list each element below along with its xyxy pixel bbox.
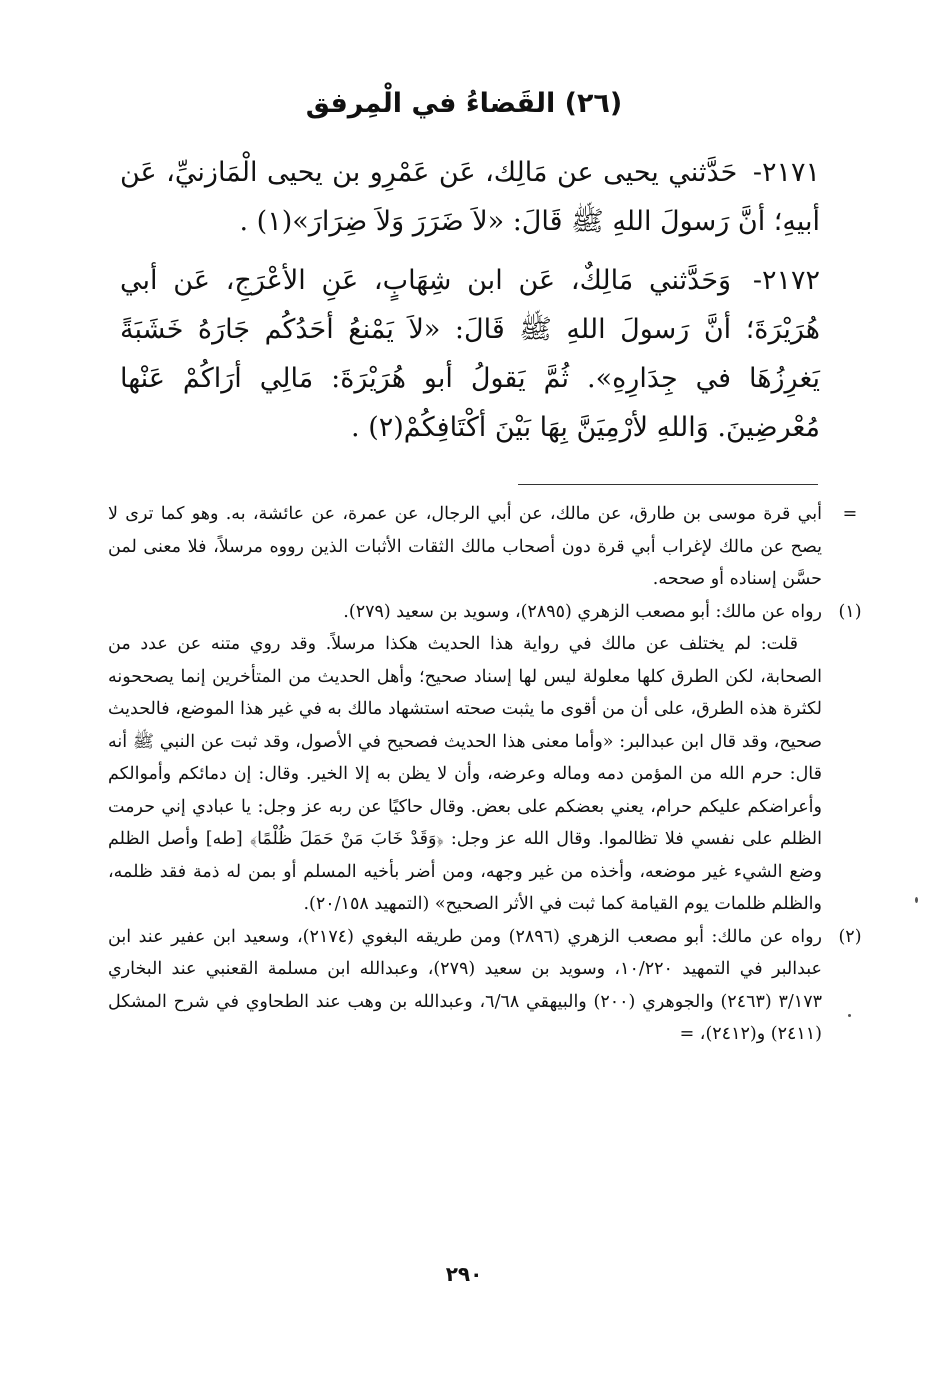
footnote-continuation (108, 498, 858, 596)
footnote-text: رواه عن مالك: أبو مصعب الزهري (٢٨٩٥)، وسويد بن سعيد (٢٧٩). (343, 601, 822, 622)
hadith-2172 (120, 256, 820, 452)
scan-speck (848, 1014, 851, 1017)
main-text (120, 148, 820, 452)
scan-speck (915, 897, 918, 903)
hadith-2171 (120, 148, 820, 246)
footnote-marker: (٢) (838, 926, 862, 947)
footnote-marker: = (842, 504, 858, 524)
footnote-text: رواه عن مالك: أبو مصعب الزهري (٢٨٩٦) ومن طريقه البغوي (٢١٧٤)، وسعيد ابن عفير عند ابن عبدالبر في التمهيد ١٠/٢٢٠، وسويد بن سعيد (٢٧٩)، وعبدالله ابن مسلمة القعنبي عند البخاري ٣/١٧٣ (٢٤٦٣) والجوهري (٢٠٠) والبيهقي ٦/٦٨، وعبدالله بن وهب عند الطحاوي في شرح المشكل (٢٤١١) و(٢٤١٢)، = (108, 926, 823, 1044)
chapter-title: (٢٦) القَضاءُ في الْمِرفق (305, 88, 623, 119)
hadith-number: ٢١٧٢- (752, 265, 820, 296)
hadith-number: ٢١٧١- (752, 157, 820, 188)
footnote-text: أبي قرة موسى بن طارق، عن مالك، عن أبي الرجال، عن عمرة، عن عائشة، به. وهو كما ترى لا يصح عن مالك لإغراب أبي قرة دون أصحاب مالك الثقات الأثبات الذين رووه مرسلاً، فلا معنى لمن حسَّن إسناده أو صححه. (108, 504, 822, 589)
hadith-text: حَدَّثني يحيى عن مَالِك، عَن عَمْرِو بن يحيى الْمَازنيِّ، عَن أبيهِ؛ أنَّ رَسولَ اللهِ ﷺ قَالَ: «لاَ ضَرَرَ وَلاَ ضِرَارَ»(١) . (120, 157, 820, 237)
footnote-divider (518, 484, 818, 485)
footnote-marker: (١) (838, 601, 862, 622)
page-number: ٢٩٠ (445, 1262, 483, 1286)
hadith-text: وَحَدَّثني مَالِكٌ، عَن ابن شِهَابٍ، عَنِ الأعْرَجِ، عَن أبي هُرَيْرَةَ؛ أنَّ رَسولَ اللهِ ﷺ قَالَ: «لاَ يَمْنعُ أحَدُكُم جَارَهُ خَشَبَةً يَغرِزُهَا في جِدَارِهِ». ثُمَّ يَقولُ أبو هُرَيْرَةَ: مَالِي أرَاكُمْ عَنْها مُعْرضِينَ. وَاللهِ لأرْمِيَنَّ بِهَا بَيْنَ أكْتَافِكُمْ(٢) . (120, 265, 820, 443)
footnote-comment: قلت: لم يختلف عن مالك في رواية هذا الحديث هكذا مرسلاً. وقد روي متنه عن عدد من الصحابة، لكن الطرق كلها معلولة ليس لها إسناد صحيح؛ وأهل الحديث من المتأخرين إنما يصححونه لكثرة هذه الطرق، على أن من أقوى ما يثبت صحته استشهاد مالك به في غير هذا الموضع، فالحديث صحيح، وقد قال ابن عبدالبر: «وأما معنى هذا الحديث فصحيح في الأصول، وقد ثبت عن النبي ﷺ أنه قال: حرم الله من المؤمن دمه وماله وعرضه، وأن لا يظن به إلا الخير. وقال: إن دمائكم وأموالكم وأعراضكم عليكم حرام، يعني بعضكم على بعض. وقال حاكيًا عن ربه عز وجل: يا عبادي إني حرمت الظلم على نفسي فلا تظالموا. وقال الله عز وجل: ﴿وَقَدْ خَابَ مَنْ حَمَلَ ظُلْمًا﴾ [طه] وأصل الظلم وضع الشيء غير موضعه، وأخذه من غير وجهه، ومن أضر بأخيه المسلم أو بمن له ذمة فقد ظلمه، والظلم ظلمات يوم القيامة كما ثبت في الأثر الصحيح» (التمهيد ٢٠/١٥٨). (108, 634, 823, 914)
footnote-1 (108, 596, 862, 921)
footnotes (108, 498, 862, 1051)
footnote-2 (108, 921, 862, 1051)
